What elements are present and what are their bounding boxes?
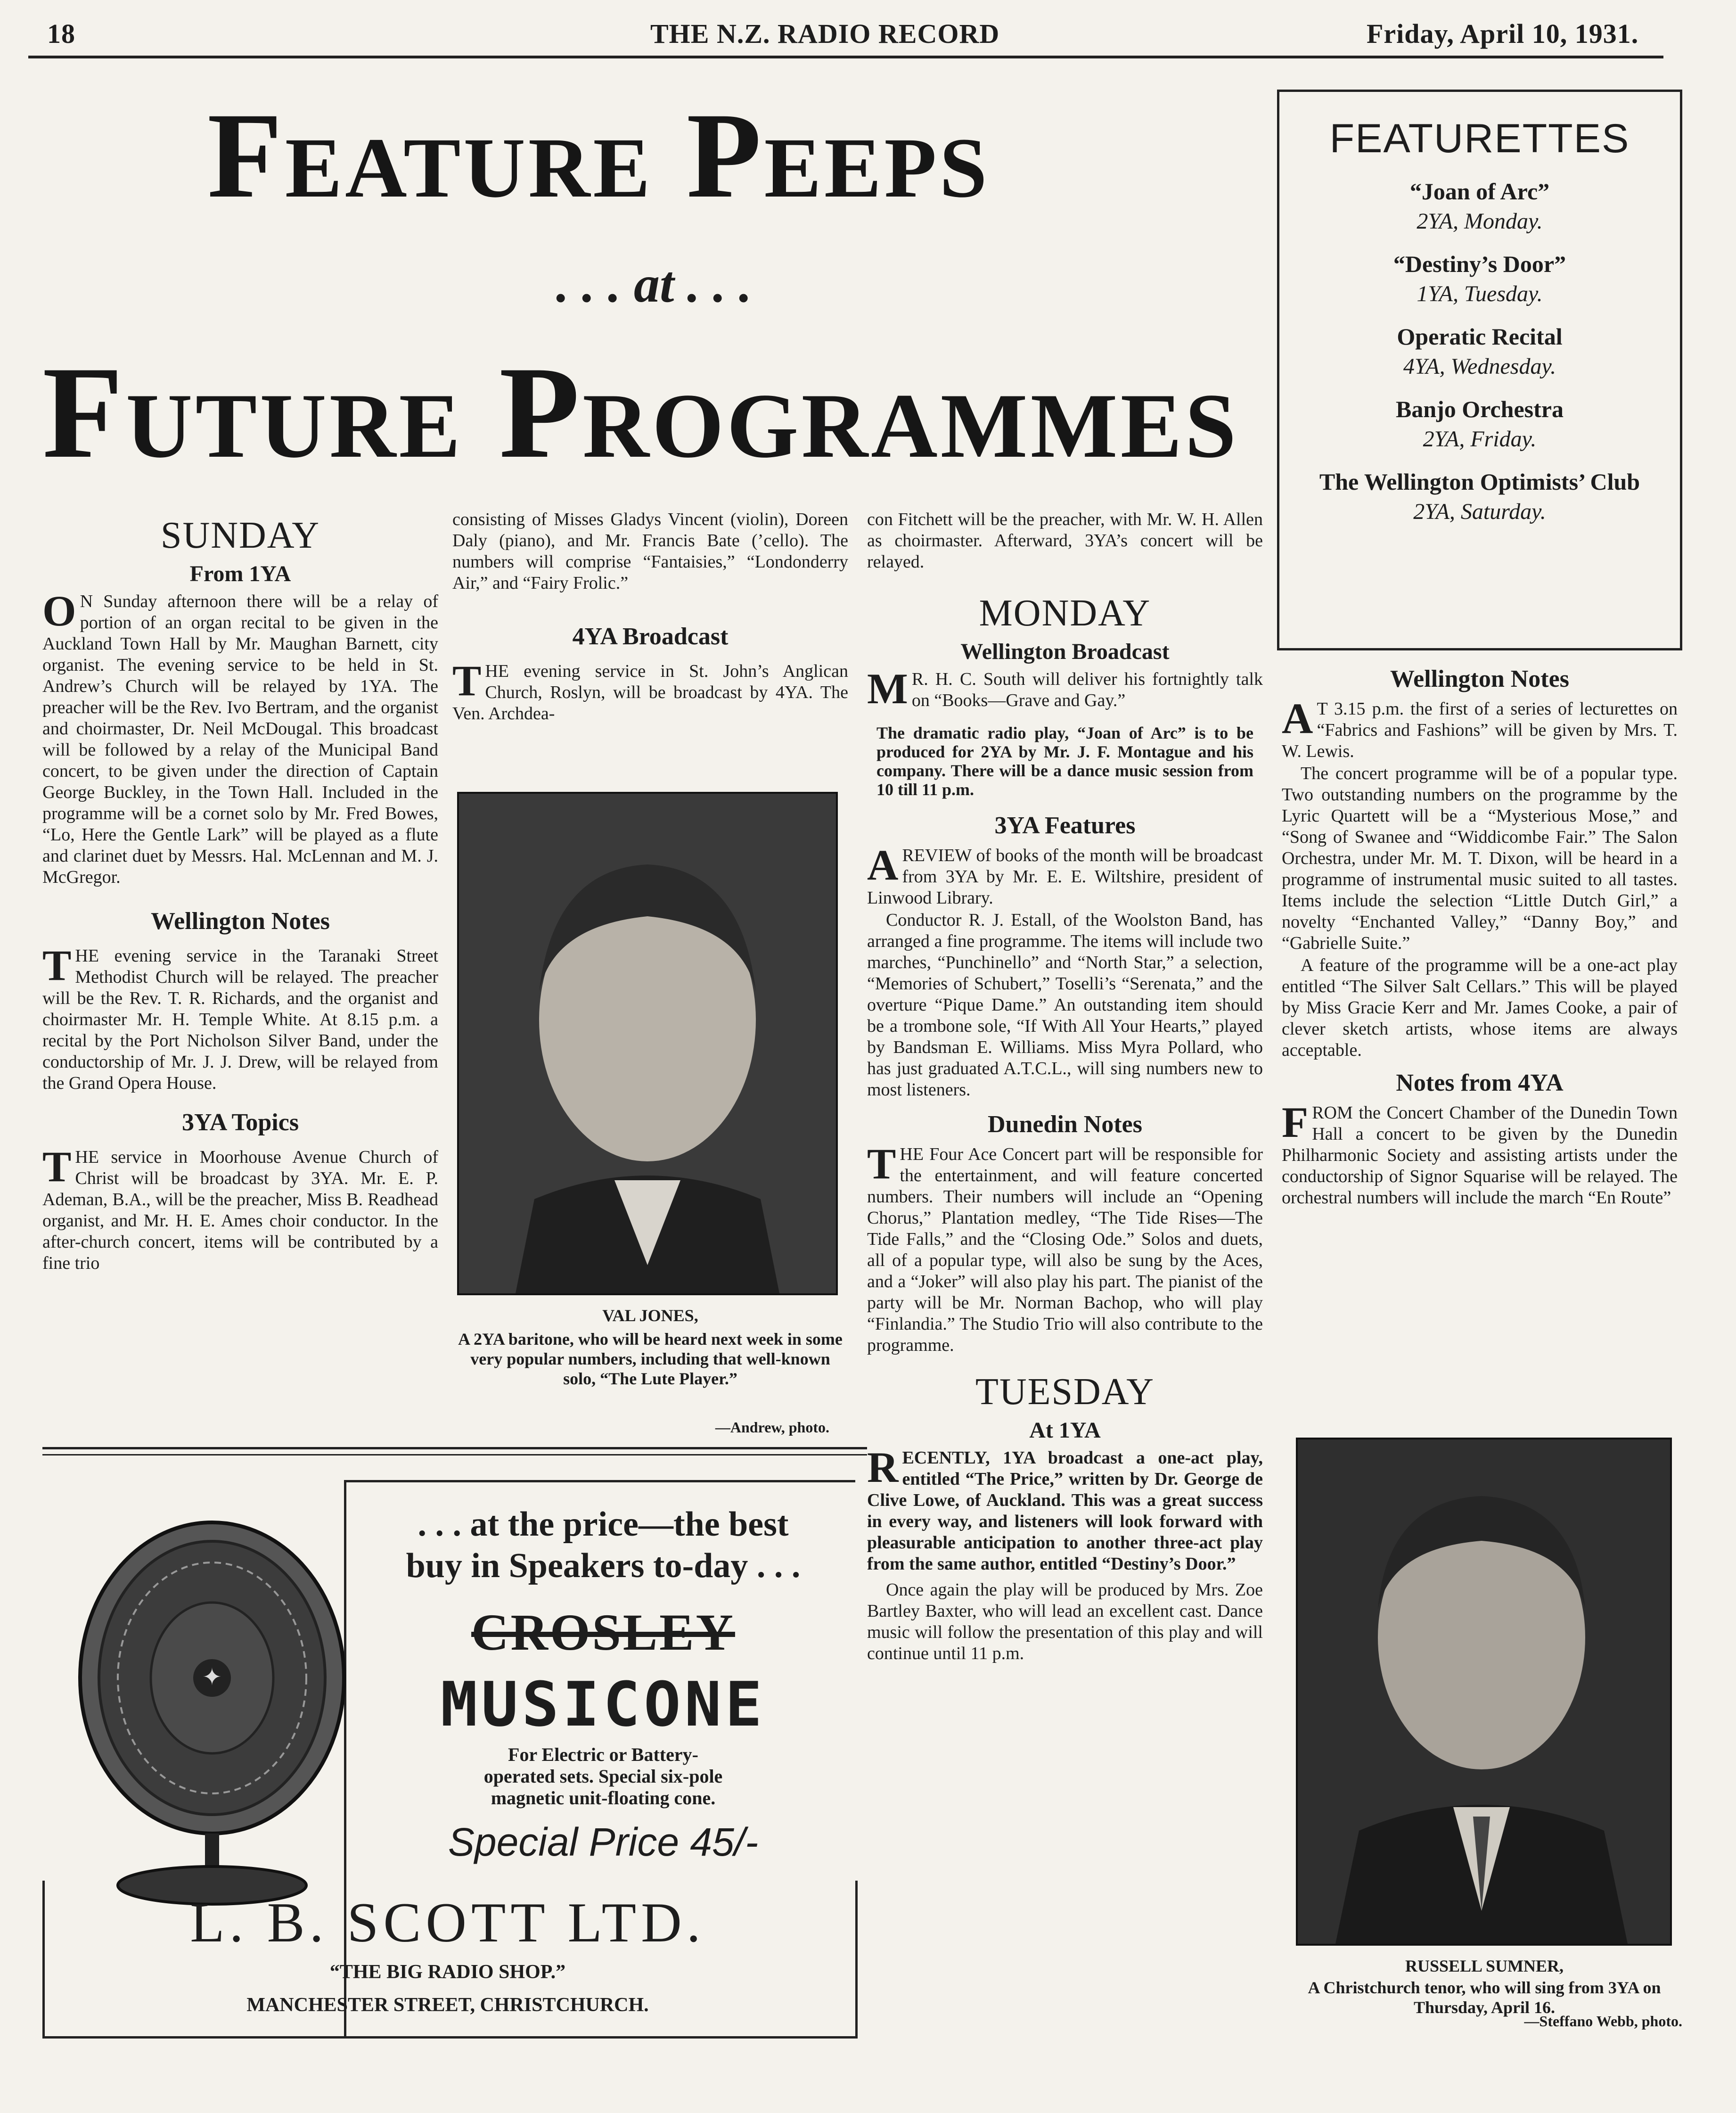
featurette-item xyxy=(1279,321,1680,382)
paragraph: A feature of the programme will be a one-act play entitled “The Silver Salt Cellars.” This will be played by Miss Gracie Kerr and Mr. James Cooke, a pair of clever sketch artists, whose items are always acceptable. xyxy=(1282,955,1678,1060)
caption-name: RUSSELL SUMNER, xyxy=(1405,1957,1564,1975)
photo-caption-russell-sumner xyxy=(1282,1956,1687,2017)
desc-line: For Electric or Battery- xyxy=(508,1744,698,1765)
drop-cap: T xyxy=(42,941,72,989)
drop-cap: O xyxy=(42,587,76,635)
advert-brand: CROSLEY xyxy=(471,1603,735,1661)
advert-top-rule xyxy=(42,1447,867,1449)
featurette-title: Banjo Orchestra xyxy=(1396,396,1564,422)
paragraph-text: R. H. C. South will deliver his fortnightly talk on “Books—Grave and Gay.” xyxy=(911,669,1263,710)
masthead-at: . . . at . . . xyxy=(556,255,752,313)
caption-name: VAL JONES, xyxy=(602,1306,698,1325)
drop-cap: T xyxy=(42,1143,72,1191)
featurette-station: 4YA, Wednesday. xyxy=(1403,354,1556,379)
photo-val-jones xyxy=(457,792,838,1295)
featurette-title: “Joan of Arc” xyxy=(1409,178,1550,205)
header-rule xyxy=(28,56,1663,58)
heading-3ya-topics: 3YA Topics xyxy=(181,1109,299,1136)
paragraph-text: REVIEW of books of the month will be broadcast from 3YA by Mr. E. E. Wiltshire, president of Linwood Library. xyxy=(867,846,1263,908)
drop-cap: A xyxy=(1282,694,1313,742)
drop-cap: F xyxy=(1282,1098,1309,1146)
speaker-illustration xyxy=(71,1508,353,1914)
portrait-image xyxy=(1298,1439,1670,1944)
photo-russell-sumner xyxy=(1296,1438,1672,1946)
paragraph xyxy=(867,1140,1263,1356)
heading-wellington-notes: Wellington Notes xyxy=(1390,666,1569,692)
paragraph: consisting of Misses Gladys Vincent (violin), Doreen Daly (piano), and Mr. Francis Bate (’cello). The numbers will comprise “Fantaisies,” “Londonderry Air,” and “Fairy Frolic.” xyxy=(452,510,848,593)
advert-slogan: “THE BIG RADIO SHOP.” xyxy=(329,1961,566,1983)
caption-text: A Christchurch tenor, who will sing from 3YA on Thursday, April 16. xyxy=(1308,1978,1661,2017)
heading-tuesday: TUESDAY xyxy=(975,1371,1155,1413)
heading-from-1ya: From 1YA xyxy=(189,561,291,586)
featurette-station: 2YA, Saturday. xyxy=(1413,499,1546,524)
paragraph: con Fitchett will be the preacher, with Mr. W. H. Allen as choirmaster. Afterward, 3YA’s concert will be relayed. xyxy=(867,510,1263,572)
tagline-line-1: . . . at the price—the best xyxy=(418,1505,789,1544)
paragraph-text: ECENTLY, 1YA broadcast a one-act play, entitled “The Price,” written by Dr. George de Clive Lowe, of Auckland. This was a great success in every way, and listeners will look forward with pleasurable anticipation to another three-act play from the same author, entitled “Destiny’s Door.” xyxy=(867,1448,1263,1574)
featurettes-list xyxy=(1279,176,1680,527)
speaker-image xyxy=(71,1508,353,1914)
portrait-image xyxy=(459,794,836,1293)
featurette-item xyxy=(1279,176,1680,237)
drop-cap: R xyxy=(867,1443,899,1491)
featurettes-title: FEATURETTES xyxy=(1329,116,1630,161)
masthead-future-programmes: Future Programmes xyxy=(42,339,1239,485)
featurette-station: 2YA, Friday. xyxy=(1423,427,1537,452)
paragraph-text: N Sunday afternoon there will be a relay of portion of an organ recital to be given in the Auckland Town Hall by Mr. Maughan Barnett, city organist. The evening service to be held in St. Andrew’s Church will be relayed by 1YA. The preacher will be the Rev. Ivo Bertram, and the organist and choirmaster, Dr. Neil McDougal. This broadcast will be followed by a relay of the Municipal Band concert, to be given under the direction of Captain George Buckley, in the Town Hall. Included in the programme will be a cornet solo by Mr. Fred Bowes, “Lo, Here the Gentle Lark” will be played as a flute and clarinet duet by Messrs. Hal. McLennan and M. J. McGregor. xyxy=(42,592,438,887)
paragraph xyxy=(867,841,1263,909)
heading-at-1ya: At 1YA xyxy=(1029,1418,1101,1443)
paragraph xyxy=(42,1143,438,1274)
paragraph xyxy=(1282,1098,1678,1209)
featurette-title: “Destiny’s Door” xyxy=(1393,251,1566,277)
photo-credit: —Andrew, photo. xyxy=(715,1419,829,1436)
column-1 xyxy=(42,509,438,1275)
column-3 xyxy=(867,509,1263,1665)
heading-wellington-broadcast: Wellington Broadcast xyxy=(960,639,1170,664)
paragraph-text: HE evening service in St. John’s Anglican Church, Roslyn, will be broadcast by 4YA. The Ven. Archdea- xyxy=(452,661,848,724)
featurette-item xyxy=(1279,394,1680,454)
paragraph xyxy=(1282,694,1678,762)
paragraph-text: HE Four Ace Concert part will be responsible for the entertainment, and will feature concerted numbers. Their numbers will include an “Opening Chorus,” Plantation medley, “The Tide Rises—The Tide Falls,” and the “Closing Ode.” Solos and duets, all of a popular type, will also be sung by the Aces, and a “Joker” will also play his part. The pianist of the party will be Mr. Norman Bachop, who will play “Finlandia.” The Studio Trio will also contribute to the programme. xyxy=(867,1144,1263,1355)
tagline-line-2: buy in Speakers to-day . . . xyxy=(406,1546,801,1585)
paragraph xyxy=(867,1443,1263,1575)
paragraph-text: T 3.15 p.m. the first of a series of lecturettes on “Fabrics and Fashions” will be given by Mrs. T. W. Lewis. xyxy=(1282,699,1678,761)
paragraph xyxy=(452,657,848,724)
paragraph xyxy=(867,665,1263,713)
heading-dunedin-notes: Dunedin Notes xyxy=(988,1111,1142,1138)
advert-price: Special Price 45/- xyxy=(448,1820,759,1864)
drop-cap: M xyxy=(867,665,908,713)
featurette-item xyxy=(1279,249,1680,309)
svg-text:✦: ✦ xyxy=(202,1663,222,1691)
caption-text: A 2YA baritone, who will be heard next week in some very popular numbers, including that well-known solo, “The Lute Player.” xyxy=(458,1330,843,1388)
paragraph: Conductor R. J. Estall, of the Woolston Band, has arranged a fine programme. The items will include two marches, “Punchinello” and “North Star,” a selection, “Memories of Schubert,” Toselli’s “Serenata,” and the overture “Pique Dame.” An outstanding item should be a trombone sole, “If With All Your Hearts,” played by Bandsman E. Williams. Miss Myra Pollard, who has just graduated A.T.C.L., will sing numbers new to most listeners. xyxy=(867,910,1263,1100)
heading-4ya-broadcast: 4YA Broadcast xyxy=(572,623,729,650)
paragraph-bold: The dramatic radio play, “Joan of Arc” is to be produced for 2YA by Mr. J. F. Montague and his company. There will be a dance music session from 10 till 11 p.m. xyxy=(876,724,1253,799)
paragraph-text: HE service in Moorhouse Avenue Church of Christ will be broadcast by 3YA. Mr. E. P. Ademan, B.A., will be the preacher, Miss B. Readhead organist, and Mr. H. E. Ames choir conductor. In the after-church concert, items will be contributed by a fine trio xyxy=(42,1147,438,1273)
heading-monday: MONDAY xyxy=(979,592,1151,634)
column-4 xyxy=(1282,660,1678,1209)
heading-wellington-notes: Wellington Notes xyxy=(151,908,330,935)
column-2 xyxy=(452,509,848,725)
advert-address: MANCHESTER STREET, CHRISTCHURCH. xyxy=(246,1994,649,2016)
featurettes-box xyxy=(1277,90,1682,650)
paragraph xyxy=(42,587,438,888)
paragraph xyxy=(42,941,438,1094)
drop-cap: A xyxy=(867,841,899,889)
drop-cap: T xyxy=(452,657,482,705)
featurette-title: The Wellington Optimists’ Club xyxy=(1319,469,1640,495)
paragraph-text: HE evening service in the Taranaki Street Methodist Church will be relayed. The preacher will be the Rev. T. R. Richards, and the organist and choirmaster Mr. H. Temple White. At 8.15 p.m. a recital by the Port Nicholson Silver Band, under the conductorship of Mr. J. J. Drew, will be relayed from the Grand Opera House. xyxy=(42,946,438,1093)
featurette-item xyxy=(1279,467,1680,527)
issue-date: Friday, April 10, 1931. xyxy=(1367,18,1639,49)
advert-tagline xyxy=(358,1504,848,1587)
photo-credit: —Steffano Webb, photo. xyxy=(1524,2013,1682,2030)
photo-caption-val-jones xyxy=(452,1306,848,1389)
featurette-station: 2YA, Monday. xyxy=(1417,209,1543,234)
paragraph: The concert programme will be of a popular type. Two outstanding numbers on the programme by the Lyric Quartett will be a “Mysterious Mose,” and “Song of Swanee and “Widdicombe Fair.” The Salon Orchestra, under Mr. M. T. Dixon, will be heard in a programme of instrumental music suited to all tastes. Items include the selection “Little Dutch Girl,” a novelty “Enchanted Valley,” “Danny Boy,” and “Gabrielle Suite.” xyxy=(1282,764,1678,953)
advert-top-rule-2 xyxy=(42,1454,867,1455)
paragraph: Once again the play will be produced by Mrs. Zoe Bartley Baxter, who will lead an excellent cast. Dance music will follow the presentation of this play and will continue until 11 p.m. xyxy=(867,1580,1263,1663)
publication-name: THE N.Z. RADIO RECORD xyxy=(650,18,1000,49)
heading-3ya-features: 3YA Features xyxy=(994,812,1136,839)
page-number: 18 xyxy=(47,18,75,49)
paragraph-text: ROM the Concert Chamber of the Dunedin Town Hall a concert to be given by the Dunedin Philharmonic Society and assisting artists under the conductorship of Signor Squarise will be relayed. The orchestral numbers will include the march “En Route” xyxy=(1282,1103,1678,1208)
masthead-feature-peeps: Feature Peeps xyxy=(207,88,990,223)
advert-product: MUSICONE xyxy=(440,1669,766,1740)
featurette-station: 1YA, Tuesday. xyxy=(1417,281,1543,306)
advert-description xyxy=(405,1744,801,1809)
advert-company: L. B. SCOTT LTD. xyxy=(190,1891,705,1954)
drop-cap: T xyxy=(867,1140,896,1188)
desc-line: operated sets. Special six-pole xyxy=(483,1766,723,1787)
heading-sunday: SUNDAY xyxy=(160,515,320,556)
featurette-title: Operatic Recital xyxy=(1397,323,1563,350)
desc-line: magnetic unit-floating cone. xyxy=(491,1787,716,1809)
heading-notes-from-4ya: Notes from 4YA xyxy=(1396,1069,1564,1096)
